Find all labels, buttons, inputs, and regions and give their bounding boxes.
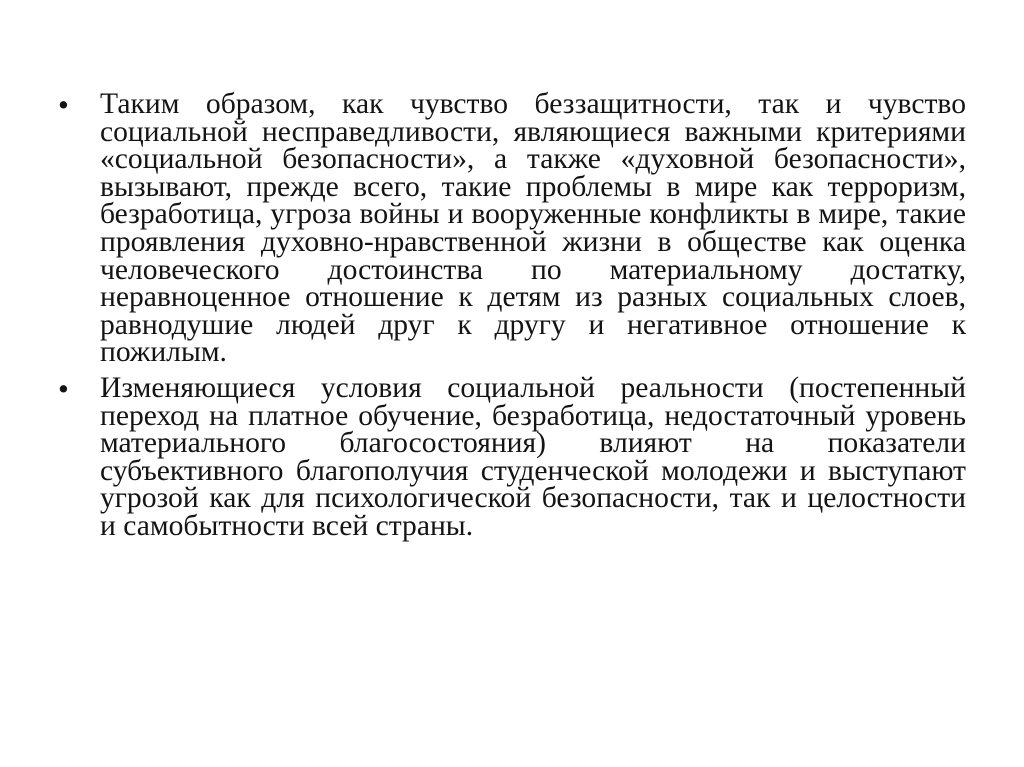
bullet-text-2: Изменяющиеся условия социальной реальности (постепенный переход на платное обучение, безработица, недостаточный уровень материального благосостояния) влияют на показатели субъективного благополучия студенческой молодежи и выступают угрозой как для психологической безопасности, так и целостности и самобытности всей страны. — [100, 371, 966, 542]
bullet-item-2 — [58, 370, 966, 542]
bullet-item-1 — [58, 87, 966, 369]
bullet-marker-icon: • — [58, 370, 69, 406]
bullet-text-1: Таким образом, как чувство беззащитности, так и чувство социальной несправедливости, являющиеся важными критериями «социальной безопасности», а также «духовной безопасности», вызывают, прежде всего, такие проблемы в мире как терроризм, безработица, угроза войны и вооруженные конфликты в мире, такие проявления духовно-нравственной жизни в обществе как оценка человеческого достоинства по материальному достатку, неравноценное отношение к детям из разных социальных слоев, равнодушие людей друг к другу и негативное отношение к пожилым. — [100, 88, 966, 369]
bullet-marker-icon: • — [58, 87, 69, 122]
bullet-list — [58, 87, 966, 549]
